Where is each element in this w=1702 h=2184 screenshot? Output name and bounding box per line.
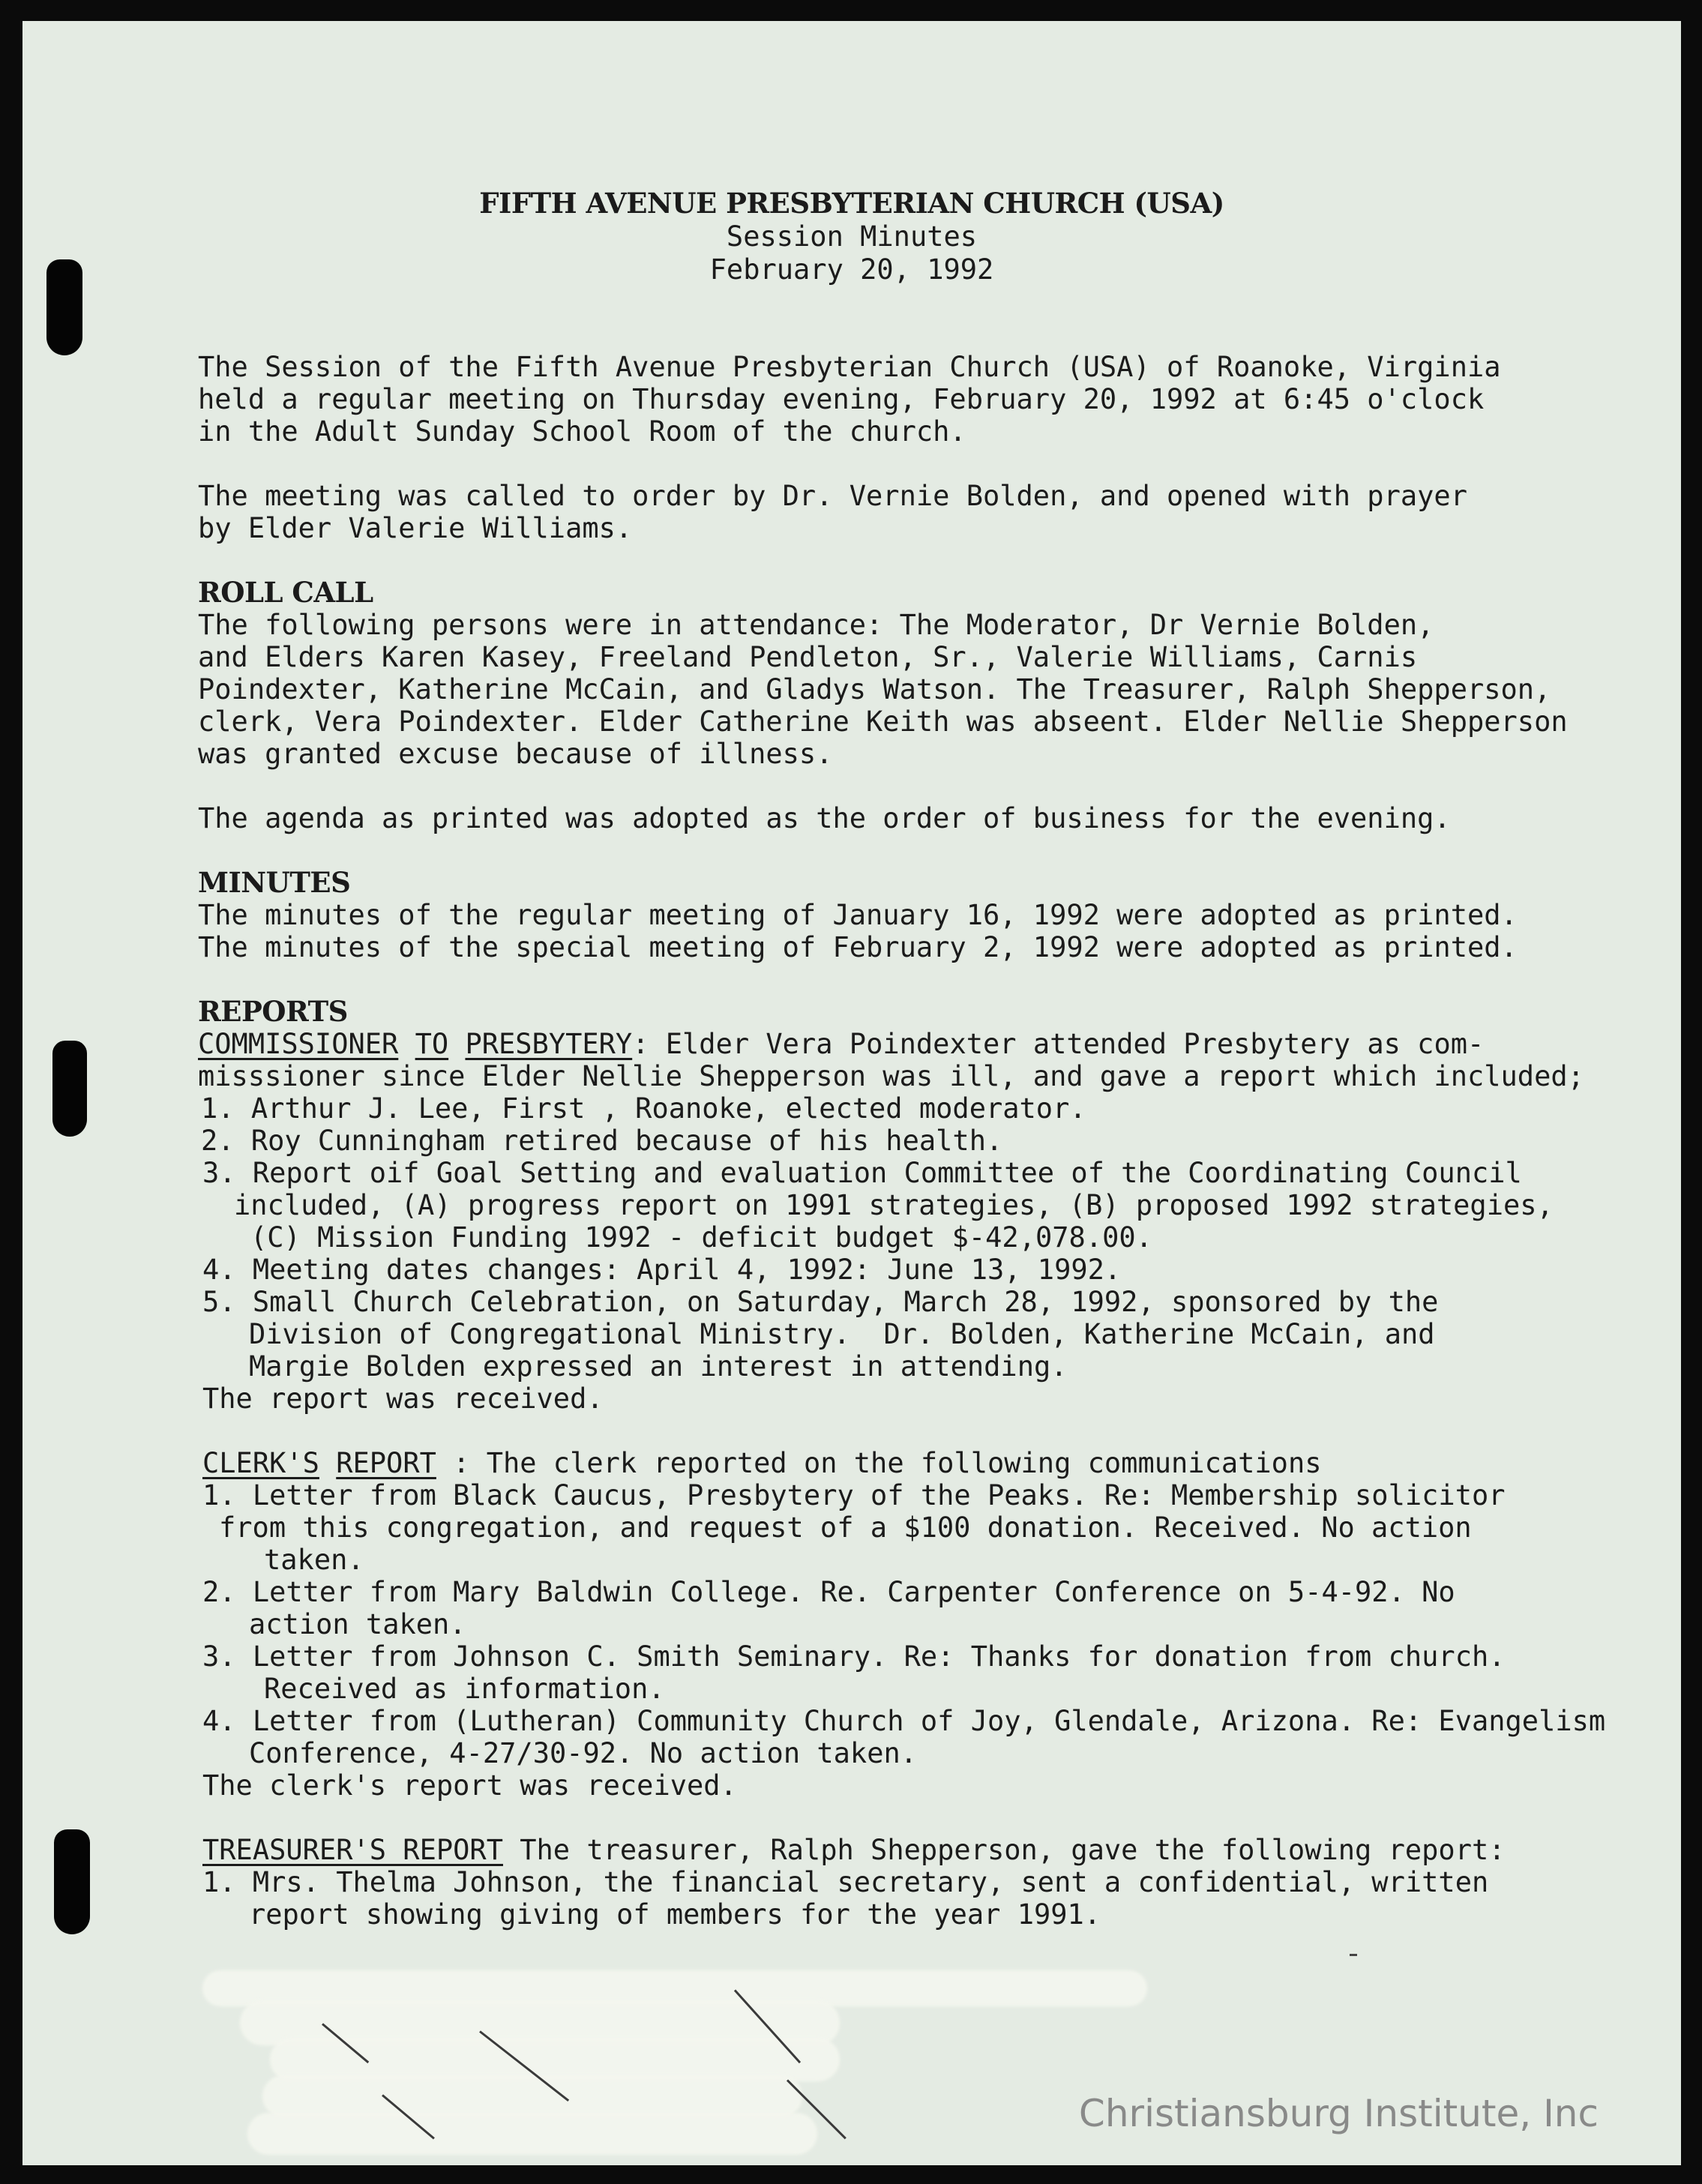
intro-line: in the Adult Sunday School Room of the church. xyxy=(198,415,966,448)
clerk-report-line: Conference, 4-27/30-92. No action taken. xyxy=(249,1737,918,1769)
treasurer-report-line: report showing giving of members for the year 1991. xyxy=(249,1898,1101,1931)
commissioner-report-line: Division of Congregational Ministry. Dr. Bolden, Katherine McCain, and xyxy=(249,1318,1435,1350)
commissioner-intro-text: : Elder Vera Poindexter attended Presbytery as com- xyxy=(632,1028,1485,1060)
commissioner-report-intro xyxy=(198,1028,1484,1060)
commissioner-label: COMMISSIONER xyxy=(198,1028,399,1060)
roll-call-line: clerk, Vera Poindexter. Elder Catherine Keith was abseent. Elder Nellie Shepperson xyxy=(198,706,1568,738)
clerk-intro-text: : The clerk reported on the following communications xyxy=(436,1447,1322,1479)
roll-call-line: was granted excuse because of illness. xyxy=(198,738,833,770)
commissioner-label: TO xyxy=(415,1028,449,1060)
clerk-report-line: 1. Letter from Black Caucus, Presbytery of the Peaks. Re: Membership solicitor xyxy=(202,1479,1506,1511)
minutes-heading: MINUTES xyxy=(198,866,351,899)
commissioner-report-line: 3. Report oif Goal Setting and evaluation Committee of the Coordinating Council xyxy=(202,1157,1522,1189)
intro-line: The meeting was called to order by Dr. Vernie Bolden, and opened with prayer xyxy=(198,480,1467,512)
document-title: FIFTH AVENUE PRESBYTERIAN CHURCH (USA) xyxy=(479,187,1224,220)
archive-watermark: Christiansburg Institute, Inc xyxy=(1078,2092,1599,2135)
commissioner-label: PRESBYTERY xyxy=(465,1028,633,1060)
document-page xyxy=(22,21,1681,2165)
intro-line: The Session of the Fifth Avenue Presbyterian Church (USA) of Roanoke, Virginia xyxy=(198,351,1501,383)
reports-heading: REPORTS xyxy=(198,995,348,1028)
clerk-label: CLERK'S xyxy=(202,1447,319,1479)
clerk-report-line: taken. xyxy=(264,1544,364,1576)
commissioner-report-line: (C) Mission Funding 1992 - deficit budget $-42,078.00. xyxy=(250,1221,1152,1254)
treasurer-intro-text: The treasurer, Ralph Shepperson, gave the following report: xyxy=(502,1834,1506,1866)
clerk-report-line: 3. Letter from Johnson C. Smith Seminary. Re: Thanks for donation from church. xyxy=(202,1640,1506,1673)
roll-call-heading: ROLL CALL xyxy=(198,576,373,609)
commissioner-report-line: 5. Small Church Celebration, on Saturday, March 28, 1992, sponsored by the xyxy=(202,1286,1439,1318)
roll-call-line: The following persons were in attendance: The Moderator, Dr Vernie Bolden, xyxy=(198,609,1434,641)
commissioner-report-line: misssioner since Elder Nellie Shepperson was ill, and gave a report which included; xyxy=(198,1060,1584,1092)
document-date: February 20, 1992 xyxy=(709,253,994,286)
clerk-report-line: from this congregation, and request of a $100 donation. Received. No action xyxy=(219,1511,1472,1544)
commissioner-report-line: 4. Meeting dates changes: April 4, 1992: June 13, 1992. xyxy=(202,1254,1122,1286)
clerk-report-line: Received as information. xyxy=(264,1673,665,1705)
clerk-label: REPORT xyxy=(336,1447,436,1479)
commissioner-report-line: 2. Roy Cunningham retired because of his health. xyxy=(201,1125,1003,1157)
roll-call-line: Poindexter, Katherine McCain, and Gladys Watson. The Treasurer, Ralph Shepperson, xyxy=(198,673,1551,706)
intro-line: by Elder Valerie Williams. xyxy=(198,512,633,544)
commissioner-report-line: The report was received. xyxy=(202,1383,604,1415)
clerk-report-intro xyxy=(202,1447,1322,1479)
treasurer-report-line: 1. Mrs. Thelma Johnson, the financial secretary, sent a confidential, written xyxy=(202,1866,1489,1898)
treasurer-label: TREASURER'S REPORT xyxy=(202,1834,503,1866)
commissioner-report-line: included, (A) progress report on 1991 strategies, (B) proposed 1992 strategies, xyxy=(234,1189,1554,1221)
clerk-report-line: action taken. xyxy=(249,1608,466,1640)
clerk-report-line: The clerk's report was received. xyxy=(202,1769,737,1802)
commissioner-report-line: Margie Bolden expressed an interest in attending. xyxy=(249,1350,1068,1383)
agenda-line: The agenda as printed was adopted as the order of business for the evening. xyxy=(198,802,1451,834)
clerk-report-line: 4. Letter from (Lutheran) Community Church of Joy, Glendale, Arizona. Re: Evangelism xyxy=(202,1705,1606,1737)
intro-line: held a regular meeting on Thursday evening, February 20, 1992 at 6:45 o'clock xyxy=(198,383,1485,415)
commissioner-report-line: 1. Arthur J. Lee, First , Roanoke, elected moderator. xyxy=(201,1092,1086,1125)
document-subtitle: Session Minutes xyxy=(726,220,978,253)
minutes-document xyxy=(22,21,1681,2165)
minutes-line: The minutes of the regular meeting of January 16, 1992 were adopted as printed. xyxy=(198,899,1518,931)
treasurer-report-intro xyxy=(202,1834,1506,1866)
minutes-line: The minutes of the special meeting of February 2, 1992 were adopted as printed. xyxy=(198,931,1518,963)
roll-call-line: and Elders Karen Kasey, Freeland Pendleton, Sr., Valerie Williams, Carnis xyxy=(198,641,1418,673)
clerk-report-line: 2. Letter from Mary Baldwin College. Re. Carpenter Conference on 5-4-92. No xyxy=(202,1576,1455,1608)
